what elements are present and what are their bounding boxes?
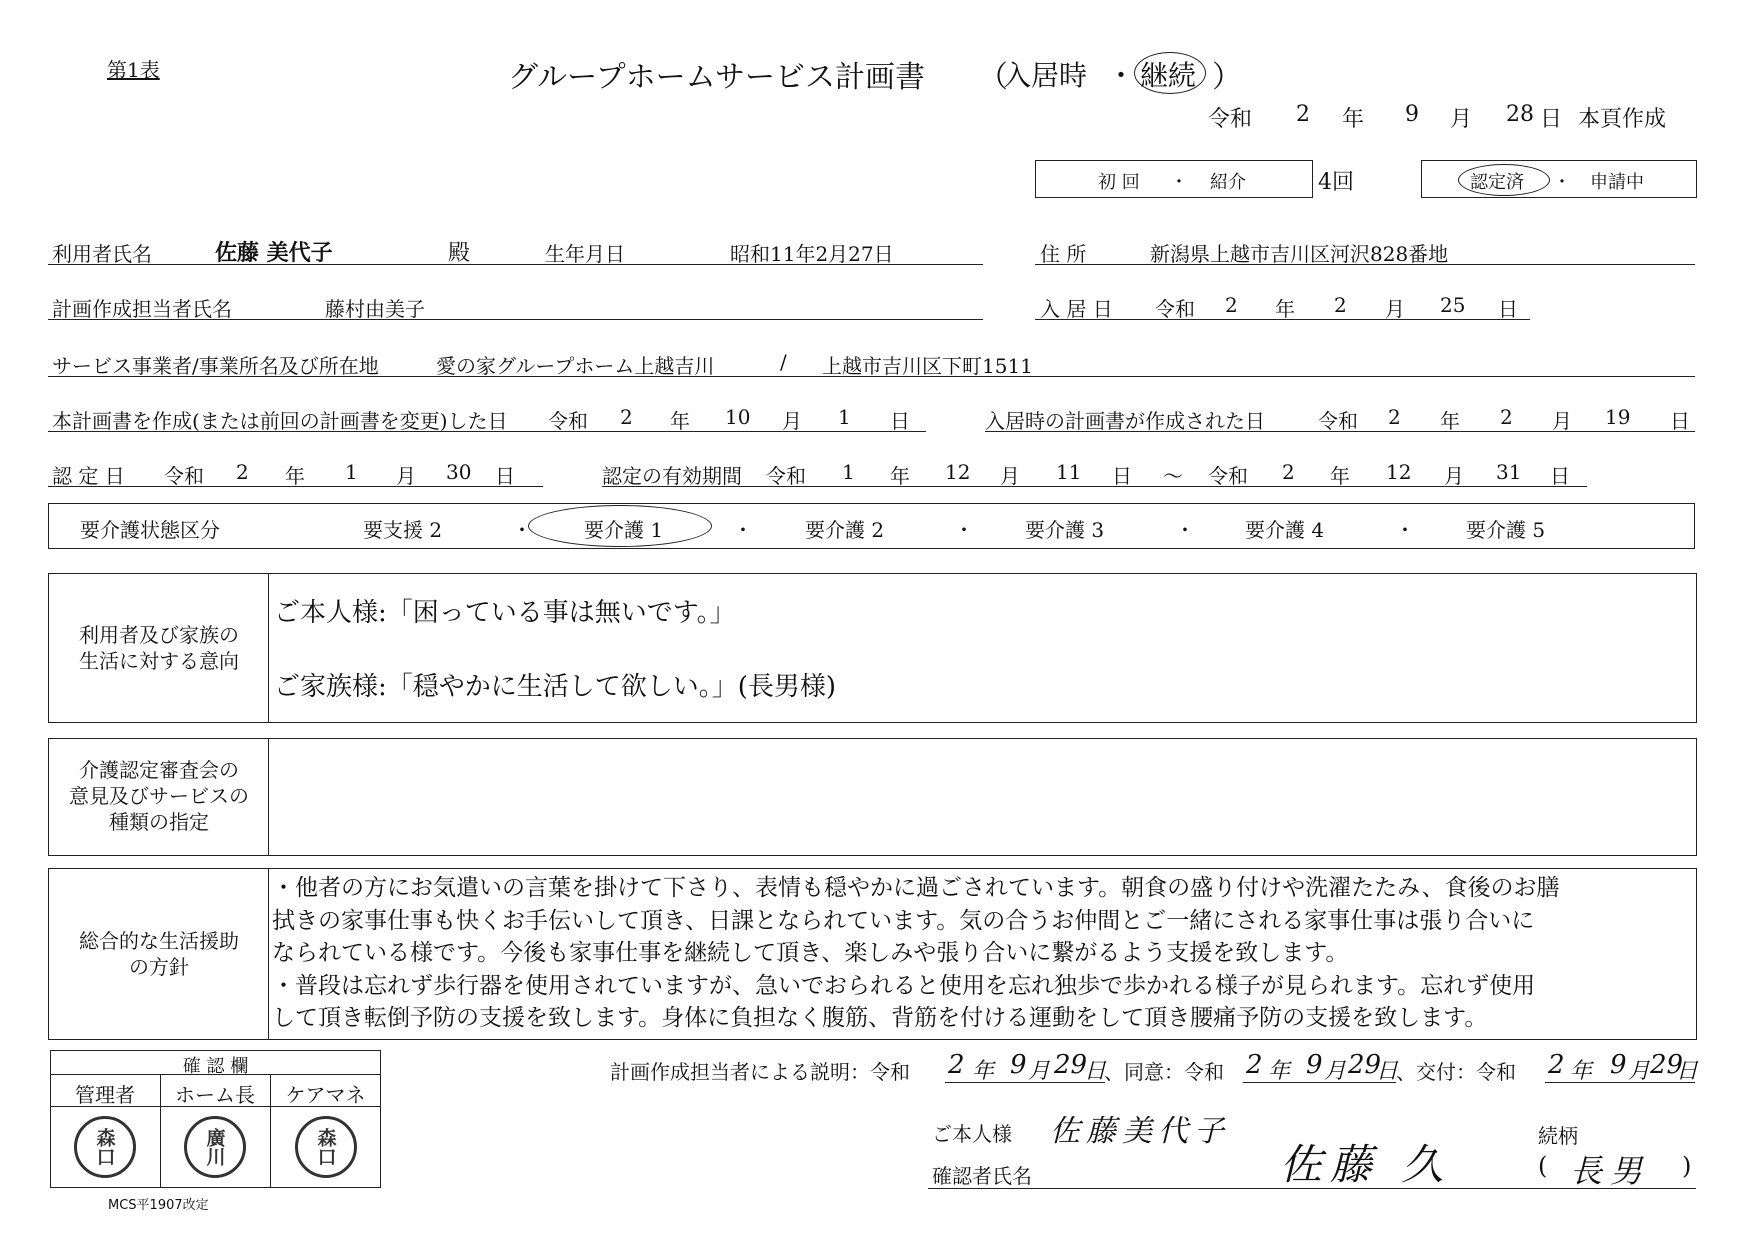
- validity-to-year: 2: [1282, 460, 1295, 484]
- provider-name: 愛の家グループホーム上越吉川: [436, 354, 715, 378]
- confirmer-signature: 佐藤 久: [1280, 1140, 1452, 1189]
- signature-underline: [928, 1188, 1696, 1189]
- policy-line-3: なられている様です。今後も家事仕事を継続して頂き、楽しみや張り合いに繋がるよう支援を致します。: [272, 940, 1349, 966]
- row2-underline-left: [48, 319, 983, 320]
- referral-option: 紹介: [1210, 172, 1246, 193]
- care-level-care-3: 要介護 3: [1025, 518, 1105, 542]
- care-level-care-5: 要介護 5: [1466, 518, 1546, 542]
- applying-option: 申請中: [1590, 172, 1644, 193]
- care-level-care-4: 要介護 4: [1245, 518, 1325, 542]
- care-level-sep-2: ・: [733, 518, 753, 542]
- initial-plan-day-unit: 日: [1670, 409, 1690, 433]
- row4-underline-right: [985, 431, 1695, 432]
- explanation-label: 計画作成担当者による説明：令和: [610, 1060, 910, 1084]
- provider-slash: /: [780, 350, 787, 374]
- row3-underline: [48, 376, 1695, 377]
- validity-from-month-unit: 月: [1000, 464, 1020, 488]
- validity-to-month: 12: [1386, 460, 1412, 484]
- consent-day: 29: [1348, 1050, 1382, 1080]
- user-name: 佐藤 美代子: [215, 241, 333, 266]
- title-option-continue: 継続: [1140, 59, 1197, 92]
- explanation-month: 9: [1010, 1050, 1027, 1080]
- created-date-era: 令和: [1208, 107, 1253, 132]
- initial-plan-era: 令和: [1318, 409, 1358, 433]
- validity-to-year-unit: 年: [1330, 464, 1350, 488]
- consent-day-unit: 日: [1376, 1059, 1399, 1084]
- explanation-year: 2: [948, 1050, 965, 1080]
- policy-line-5: して頂き転倒予防の支援を致します。身体に負担なく腹筋、背筋を付ける運動をして頂き腰痛予防の支援を致します。: [272, 1005, 1488, 1031]
- care-level-sep-5: ・: [1395, 518, 1415, 542]
- relation-value: 長男: [1570, 1152, 1651, 1190]
- document-title: グループホームサービス計画書: [508, 60, 925, 95]
- delivery-day: 29: [1650, 1050, 1684, 1080]
- confirm-home-head-label: ホーム長: [175, 1083, 255, 1107]
- initial-plan-month-unit: 月: [1552, 409, 1572, 433]
- plan-created-month: 10: [725, 405, 751, 429]
- delivery-label: 、交付：令和: [1396, 1060, 1516, 1084]
- relation-label: 続柄: [1538, 1124, 1578, 1148]
- consent-year-unit: 年: [1268, 1059, 1291, 1084]
- plan-created-label: 本計画書を作成(または前回の計画書を変更)した日: [52, 409, 508, 433]
- policy-divider: [268, 868, 269, 1040]
- row4-underline-left: [48, 431, 926, 432]
- plan-count: 4回: [1318, 170, 1354, 195]
- provider-label: サービス事業者/事業所名及び所在地: [52, 354, 379, 378]
- delivery-date-underline: [1545, 1082, 1695, 1083]
- consent-month: 9: [1306, 1050, 1323, 1080]
- validity-from-year: 1: [842, 460, 855, 484]
- self-signature: 佐藤美代子: [1050, 1114, 1230, 1149]
- explanation-year-unit: 年: [972, 1059, 995, 1084]
- delivery-year: 2: [1548, 1050, 1565, 1080]
- initial-plan-month: 2: [1500, 405, 1513, 429]
- validity-to-month-unit: 月: [1444, 464, 1464, 488]
- plan-created-day-unit: 日: [890, 409, 910, 433]
- policy-label: [50, 928, 268, 980]
- address-label: 住 所: [1040, 242, 1087, 266]
- created-date-month: 9: [1405, 102, 1419, 127]
- certification-date-month-unit: 月: [396, 464, 416, 488]
- status-separator-2: ・: [1553, 172, 1571, 193]
- certification-date-year-unit: 年: [285, 464, 305, 488]
- policy-text: [272, 872, 1694, 1035]
- certification-date-label: 認 定 日: [52, 464, 125, 488]
- form-number: 第1表: [107, 58, 160, 82]
- explanation-day: 29: [1054, 1050, 1088, 1080]
- status-separator: ・: [1170, 172, 1188, 193]
- consent-month-unit: 月: [1324, 1059, 1347, 1084]
- title-paren-close: ）: [1212, 60, 1242, 95]
- address: 新潟県上越市吉川区河沢828番地: [1150, 242, 1449, 266]
- policy-line-2: 拭きの家事仕事も快くお手伝いして頂き、日課となられています。気の合うお仲間とご一緒にされる家事仕事は張り合いに: [272, 907, 1535, 934]
- honorific: 殿: [448, 241, 471, 266]
- delivery-year-unit: 年: [1570, 1059, 1593, 1084]
- initial-plan-year-unit: 年: [1440, 409, 1460, 433]
- title-paren-open: （: [978, 60, 1008, 95]
- validity-from-era: 令和: [766, 464, 806, 488]
- planner-name: 藤村由美子: [325, 297, 425, 321]
- validity-from-day: 11: [1056, 460, 1082, 484]
- row5-underline-left: [48, 486, 543, 487]
- selected-care-level-circle: [528, 505, 712, 547]
- validity-to-day: 31: [1496, 460, 1522, 484]
- committee-section: [48, 738, 1697, 856]
- row5-underline-right: [602, 486, 1587, 487]
- plan-created-day: 1: [838, 405, 851, 429]
- committee-divider: [268, 738, 269, 856]
- created-date-day-unit: 日: [1540, 107, 1563, 132]
- certification-date-era: 令和: [164, 464, 204, 488]
- continue-circle-mark: [1134, 52, 1206, 94]
- policy-line-4: ・普段は忘れず歩行器を使用されていますが、急いでおられると使用を忘れ独歩で歩かれる様子が見られます。忘れず使用: [272, 972, 1536, 999]
- self-signature-label: ご本人様: [932, 1122, 1012, 1146]
- policy-label-line-1: 総合的な生活援助: [79, 929, 239, 953]
- care-level-sep-3: ・: [954, 518, 974, 542]
- committee-label: [50, 757, 268, 835]
- committee-label-line-1: 介護認定審査会の: [79, 758, 239, 782]
- birth-date: 昭和11年2月27日: [730, 242, 894, 266]
- created-date-year-unit: 年: [1342, 107, 1365, 132]
- consent-year: 2: [1246, 1050, 1263, 1080]
- title-separator: ・: [1107, 59, 1136, 92]
- care-level-care-1: 要介護 1: [584, 518, 664, 542]
- policy-line-1: ・他者の方にお気遣いの言葉を掛けて下さり、表情も穏やかに過ごされています。朝食の盛り付けや洗濯たたみ、食後のお膳: [272, 875, 1560, 901]
- intentions-label: [50, 622, 268, 674]
- move-in-year: 2: [1225, 293, 1238, 317]
- validity-tilde: ～: [1163, 464, 1183, 488]
- move-in-day: 25: [1440, 293, 1466, 317]
- explanation-day-unit: 日: [1084, 1059, 1107, 1084]
- plan-created-era: 令和: [548, 409, 588, 433]
- move-in-label: 入 居 日: [1040, 297, 1113, 321]
- certification-date-day-unit: 日: [495, 464, 515, 488]
- created-date-year: 2: [1296, 102, 1310, 127]
- move-in-year-unit: 年: [1275, 297, 1295, 321]
- explanation-month-unit: 月: [1028, 1059, 1051, 1084]
- certified-option: 認定済: [1470, 172, 1524, 193]
- intentions-divider: [268, 573, 269, 723]
- certification-date-month: 1: [345, 460, 358, 484]
- validity-to-day-unit: 日: [1550, 464, 1570, 488]
- policy-label-line-2: の方針: [129, 955, 189, 979]
- family-intention: ご家族様:「穏やかに生活して欲しい。」(長男様): [274, 672, 837, 702]
- confirm-title: 確 認 欄: [182, 1056, 249, 1077]
- home-head-seal-stamp: 廣川: [184, 1116, 246, 1178]
- birth-date-label: 生年月日: [545, 242, 625, 266]
- user-name-label: 利用者氏名: [52, 242, 152, 266]
- initial-plan-label: 入居時の計画書が作成された日: [985, 409, 1265, 433]
- care-level-sep-1: ・: [512, 518, 532, 542]
- relation-paren-close: ): [1682, 1152, 1692, 1180]
- certification-date-year: 2: [236, 460, 249, 484]
- certified-circle-mark: [1458, 164, 1550, 196]
- care-level-care-2: 要介護 2: [805, 518, 885, 542]
- delivery-month-unit: 月: [1628, 1059, 1651, 1084]
- care-level-sep-4: ・: [1175, 518, 1195, 542]
- validity-to-era: 令和: [1208, 464, 1248, 488]
- created-date-day: 28: [1506, 102, 1534, 127]
- created-date-suffix: 本頁作成: [1578, 107, 1667, 132]
- plan-created-month-unit: 月: [782, 409, 802, 433]
- title-option-move-in: 入居時: [1003, 59, 1088, 92]
- move-in-day-unit: 日: [1498, 297, 1518, 321]
- intentions-label-line-2: 生活に対する意向: [79, 649, 239, 673]
- consent-label: 、同意：令和: [1104, 1060, 1224, 1084]
- consent-date-underline: [1243, 1082, 1396, 1083]
- delivery-day-unit: 日: [1676, 1059, 1699, 1084]
- user-intention: ご本人様:「困っている事は無いです。」: [274, 598, 736, 628]
- planner-label: 計画作成担当者氏名: [52, 297, 232, 321]
- validity-from-month: 12: [945, 460, 971, 484]
- validity-from-year-unit: 年: [890, 464, 910, 488]
- created-date-month-unit: 月: [1450, 107, 1473, 132]
- plan-created-year: 2: [620, 405, 633, 429]
- certification-date-day: 30: [446, 460, 472, 484]
- initial-plan-year: 2: [1388, 405, 1401, 429]
- validity-period-label: 認定の有効期間: [602, 464, 742, 488]
- care-level-label: 要介護状態区分: [80, 518, 220, 542]
- intentions-label-line-1: 利用者及び家族の: [79, 623, 239, 647]
- explanation-date-underline: [945, 1082, 1105, 1083]
- first-time-option: 初 回: [1098, 172, 1140, 193]
- initial-plan-day: 19: [1605, 405, 1631, 429]
- confirm-manager-label: 管理者: [75, 1083, 135, 1107]
- form-code: MCS平1907改定: [108, 1198, 209, 1213]
- validity-from-day-unit: 日: [1112, 464, 1132, 488]
- row1-underline-right: [1035, 264, 1695, 265]
- confirmer-label: 確認者氏名: [932, 1164, 1032, 1188]
- confirm-care-manager-label: ケアマネ: [285, 1083, 366, 1107]
- move-in-era: 令和: [1155, 297, 1195, 321]
- manager-seal-stamp: 森口: [74, 1116, 136, 1178]
- row2-underline-right: [1035, 319, 1530, 320]
- care-manager-seal-stamp: 森口: [295, 1116, 357, 1178]
- relation-paren-open: (: [1538, 1152, 1548, 1180]
- move-in-month: 2: [1334, 293, 1347, 317]
- plan-created-year-unit: 年: [670, 409, 690, 433]
- committee-label-line-2: 意見及びサービスの: [69, 784, 249, 808]
- provider-location: 上越市吉川区下町1511: [822, 354, 1033, 378]
- committee-label-line-3: 種類の指定: [109, 810, 209, 834]
- delivery-month: 9: [1610, 1050, 1627, 1080]
- row1-underline-left: [48, 264, 983, 265]
- care-level-support-2: 要支援 2: [363, 518, 443, 542]
- move-in-month-unit: 月: [1385, 297, 1405, 321]
